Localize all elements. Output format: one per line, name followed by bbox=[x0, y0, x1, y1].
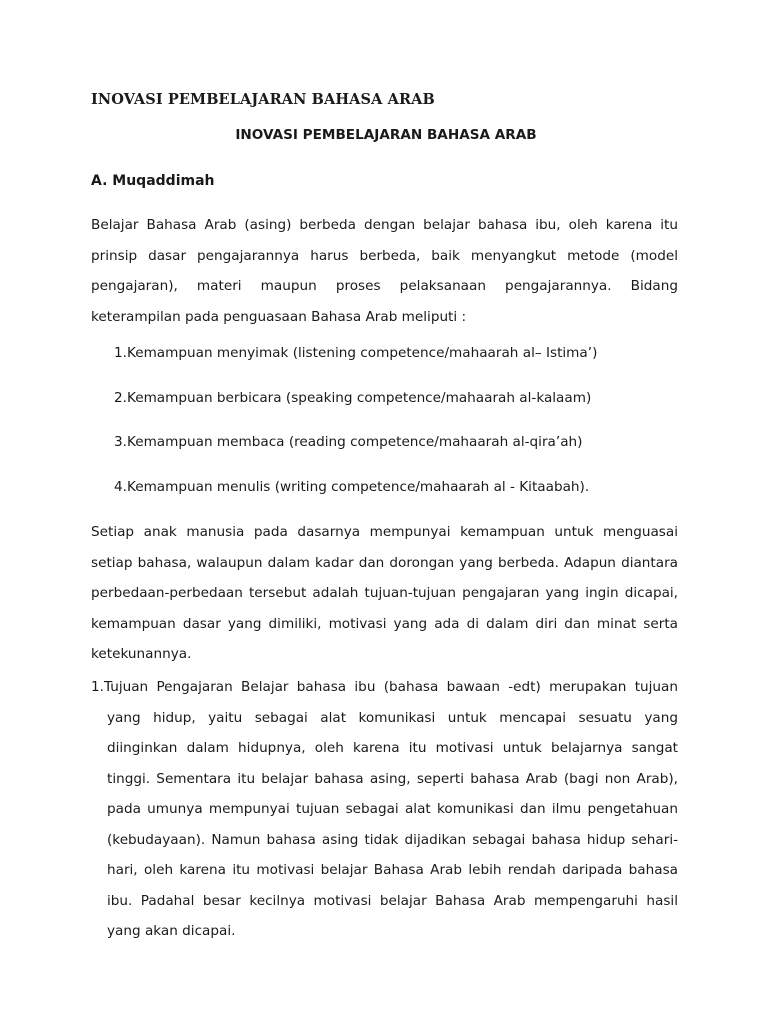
list-item: 4.Kemampuan menulis (writing competence/mahaarah al - Kitaabah). bbox=[114, 478, 590, 495]
document-subtitle bbox=[0, 127, 768, 143]
list-item: 3.Kemampuan membaca (reading competence/mahaarah al-qira’ah) bbox=[114, 434, 583, 450]
list-item: 1.Kemampuan menyimak (listening competence/mahaarah al– Istima’) bbox=[114, 345, 598, 361]
section-heading: A. Muqaddimah bbox=[91, 173, 215, 189]
document-title: INOVASI PEMBELAJARAN BAHASA ARAB bbox=[91, 91, 435, 108]
document-subtitle-text: INOVASI PEMBELAJARAN BAHASA ARAB bbox=[235, 127, 537, 143]
skills-list bbox=[114, 343, 597, 521]
paragraph-intro: Belajar Bahasa Arab (asing) berbeda dengan belajar bahasa ibu, oleh karena itu prinsip dasar pengajarannya harus berbeda, baik menyangkut metode (model pengajaran), materi maupun proses pelaksanaan pengajarannya. Bidang keterampilan pada penguasaan Bahasa Arab meliputi : bbox=[91, 217, 678, 325]
numbered-point-1: 1.Tujuan Pengajaran Belajar bahasa ibu (bahasa bawaan -edt) merupakan tujuan yang hidup, yaitu sebagai alat komunikasi untuk mencapai sesuatu yang diinginkan dalam hidupnya, oleh karena itu motivasi untuk belajarnya sangat tinggi. Sementara itu belajar bahasa asing, seperti bahasa Arab (bagi non Arab), pada umunya mempunyai tujuan sebagai alat komunikasi dan ilmu pengetahuan (kebudayaan). Namun bahasa asing tidak dijadikan sebagai bahasa hidup sehari-hari, oleh karena itu motivasi belajar Bahasa Arab lebih rendah daripada bahasa ibu. Padahal besar kecilnya motivasi belajar Bahasa Arab mempengaruhi hasil yang akan dicapai. bbox=[91, 679, 678, 939]
list-item: 2.Kemampuan berbicara (speaking competence/mahaarah al-kalaam) bbox=[114, 389, 592, 406]
paragraph-motivation: Setiap anak manusia pada dasarnya mempunyai kemampuan untuk menguasai setiap bahasa, walaupun dalam kadar dan dorongan yang berbeda. Adapun diantara perbedaan-perbedaan tersebut adalah tujuan-tujuan pengajaran yang ingin dicapai, kemampuan dasar yang dimiliki, motivasi yang ada di dalam diri dan minat serta ketekunannya. bbox=[91, 524, 678, 662]
